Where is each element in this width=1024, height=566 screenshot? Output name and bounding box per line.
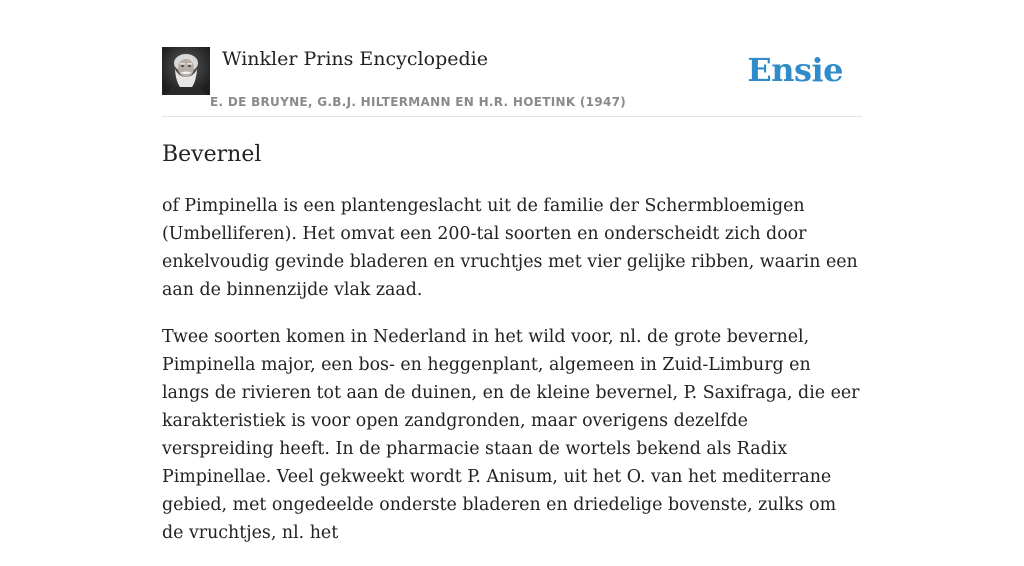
source-title[interactable]: Winkler Prins Encyclopedie bbox=[222, 48, 488, 70]
article-title: Bevernel bbox=[162, 142, 262, 167]
source-avatar[interactable] bbox=[162, 47, 210, 95]
article-paragraph: of Pimpinella is een plantengeslacht uit de familie der Schermbloemigen (Umbelliferen). Het omvat een 200-tal soorten en onderscheidt zich door enkelvoudig gevinde bladeren en vruchtjes met vier gelijke ribben, waarin een aan de binnenzijde vlak zaad. bbox=[162, 196, 858, 300]
article-paragraph: Twee soorten komen in Nederland in het wild voor, nl. de grote bevernel, Pimpinella major, een bos- en heggenplant, algemeen in Zuid-Limburg en langs de rivieren tot aan de duinen, en de kleine bevernel, P. Saxifraga, die eer karakteristiek is voor open zandgronden, maar overigens dezelfde verspreiding heeft. In de pharmacie staan de wortels bekend als Radix Pimpinellae. Veel gekweekt wordt P. Anisum, uit het O. van het mediterrane gebied, met ongedeelde onderste bladeren en driedelige bovenste, zulks om de vruchtjes, nl. het bbox=[162, 327, 860, 543]
bearded-man-portrait-icon bbox=[162, 47, 210, 95]
source-authors: E. DE BRUYNE, G.B.J. HILTERMANN EN H.R. HOETINK (1947) bbox=[210, 95, 627, 109]
article-body bbox=[162, 192, 862, 566]
brand-logo-link[interactable]: Ensie bbox=[747, 51, 843, 89]
source-header bbox=[162, 46, 862, 117]
